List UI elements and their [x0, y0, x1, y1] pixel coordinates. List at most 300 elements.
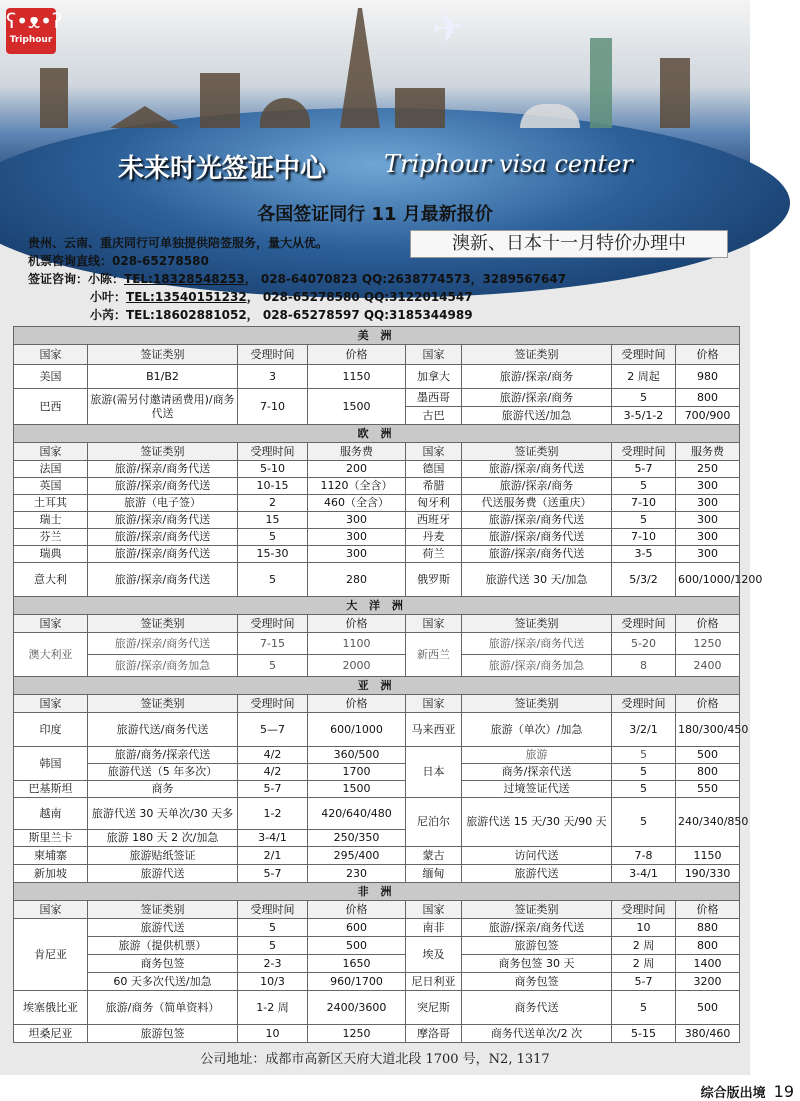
cell: 旅游/探亲/商务加急 [88, 655, 238, 677]
col-type: 签证类别 [88, 345, 238, 365]
cell: 5 [238, 937, 308, 955]
col-time: 受理时间 [238, 615, 308, 633]
cell: 250/350 [308, 830, 406, 847]
cell: 5 [612, 512, 676, 529]
table-row [14, 529, 740, 546]
section-europe [14, 425, 740, 443]
cell: 旅游代送 30 天单次/30 天多 [88, 798, 238, 830]
table-row [14, 546, 740, 563]
col-country: 国家 [406, 901, 462, 919]
cell: 10 [612, 919, 676, 937]
col-type: 签证类别 [88, 443, 238, 461]
cell: 3200 [676, 973, 740, 991]
cell: 商务代送 [462, 991, 612, 1025]
cell: 斯里兰卡 [14, 830, 88, 847]
cell: 意大利 [14, 563, 88, 597]
cell: 300 [676, 512, 740, 529]
cell: 5 [238, 919, 308, 937]
col-price: 价格 [308, 695, 406, 713]
cell: 过境签证代送 [462, 781, 612, 798]
cell: 旅游（单次）/加急 [462, 713, 612, 747]
airplane-icon: ✈ [429, 3, 467, 53]
cell: 旅游包签 [88, 1025, 238, 1043]
big-ben-silhouette [40, 68, 68, 128]
col-country: 国家 [14, 901, 88, 919]
contact-chen [28, 270, 566, 287]
page-footer [701, 1082, 794, 1101]
cell: 肯尼亚 [14, 919, 88, 991]
cell: 坦桑尼亚 [14, 1025, 88, 1043]
cell: 2-3 [238, 955, 308, 973]
cell: 旅游/探亲/商务代送 [88, 512, 238, 529]
cell: 丹麦 [406, 529, 462, 546]
table-row [14, 865, 740, 883]
cell: 旅游/探亲/商务代送 [88, 529, 238, 546]
col-price: 价格 [676, 615, 740, 633]
cell: 缅甸 [406, 865, 462, 883]
cell: 3-5 [612, 546, 676, 563]
col-country: 国家 [14, 615, 88, 633]
section-title: 欧 洲 [14, 425, 740, 443]
table-header [14, 443, 740, 461]
cell: 300 [308, 512, 406, 529]
price-table [13, 326, 763, 1043]
table-row [14, 713, 740, 747]
triphour-logo [6, 8, 63, 54]
col-type: 签证类别 [462, 615, 612, 633]
cell: 5-7 [612, 973, 676, 991]
cell: 800 [676, 764, 740, 781]
section-title: 亚 洲 [14, 677, 740, 695]
cell: 旅游(需另付邀请函费用)/商务代送 [88, 389, 238, 425]
cell: 旅游/探亲/商务代送 [462, 546, 612, 563]
opera-house-silhouette [520, 104, 580, 128]
cell: 1500 [308, 781, 406, 798]
cell: 希腊 [406, 478, 462, 495]
banner-title-cn: 未来时光签证中心 [118, 154, 327, 184]
cell: 3 [238, 365, 308, 389]
cell: 芬兰 [14, 529, 88, 546]
col-time: 受理时间 [612, 695, 676, 713]
cell: 尼泊尔 [406, 798, 462, 847]
table-row [14, 991, 740, 1025]
promo-box: 澳新、日本十一月特价办理中 [410, 230, 728, 258]
col-price: 价格 [676, 345, 740, 365]
logo-text: Triphour [9, 35, 53, 45]
cell: 马来西亚 [406, 713, 462, 747]
cell: 5 [612, 389, 676, 407]
arch-silhouette [395, 88, 445, 128]
cell: 商务代送单次/2 次 [462, 1025, 612, 1043]
cell: 5-7 [238, 781, 308, 798]
cell: 1100 [308, 633, 406, 655]
cell: 360/500 [308, 747, 406, 764]
pyramid-silhouette [110, 106, 180, 128]
cell: 5 [612, 991, 676, 1025]
table-row [14, 973, 740, 991]
cell: 1400 [676, 955, 740, 973]
cell: 商务包签 [462, 973, 612, 991]
section-title: 美 洲 [14, 327, 740, 345]
cell: 2 [238, 495, 308, 512]
cell: 英国 [14, 478, 88, 495]
col-type: 签证类别 [462, 443, 612, 461]
cell: 5 [238, 655, 308, 677]
cell: 500 [676, 991, 740, 1025]
cell: 2/1 [238, 847, 308, 865]
cell: 5/3/2 [612, 563, 676, 597]
cell: 2400 [676, 655, 740, 677]
col-type: 签证类别 [88, 615, 238, 633]
cell: 旅游包签 [462, 937, 612, 955]
cell: 5—7 [238, 713, 308, 747]
info-line-2: 机票咨询直线：028-65278580 [28, 254, 209, 268]
col-time: 受理时间 [612, 615, 676, 633]
col-price: 价格 [676, 695, 740, 713]
cell: 295/400 [308, 847, 406, 865]
col-country: 国家 [14, 345, 88, 365]
table-row [14, 461, 740, 478]
cell: 旅游/探亲/商务 [462, 389, 612, 407]
cell: 300 [676, 529, 740, 546]
taj-mahal-silhouette [260, 98, 310, 128]
bear-logo-icon: ʕ•ᴥ•ʔ [6, 9, 63, 33]
col-country: 国家 [14, 443, 88, 461]
contact-chen-rest: ， 028-64070823 QQ:2638774573，3289567647 [244, 272, 567, 286]
cell: 商务包签 [88, 955, 238, 973]
table-row [14, 1025, 740, 1043]
table-row [14, 655, 740, 677]
cell: 7-10 [612, 529, 676, 546]
col-country: 国家 [406, 345, 462, 365]
cell: 300 [308, 546, 406, 563]
col-type: 签证类别 [88, 901, 238, 919]
cell: 1-2 周 [238, 991, 308, 1025]
cell: 旅游/探亲/商务代送 [462, 919, 612, 937]
cell: 5 [238, 529, 308, 546]
col-price: 价格 [308, 901, 406, 919]
cell: 280 [308, 563, 406, 597]
table-row [14, 365, 740, 389]
contact-ye-prefix: 小叶： [90, 290, 127, 304]
cell: 2 周起 [612, 365, 676, 389]
cell: 瑞士 [14, 512, 88, 529]
cell: 旅游代送 [88, 865, 238, 883]
cell: 旅游/探亲/商务代送 [462, 529, 612, 546]
col-type: 签证类别 [462, 345, 612, 365]
col-time: 受理时间 [612, 901, 676, 919]
cell: 旅游/探亲/商务代送 [88, 633, 238, 655]
cell: 1120（全含） [308, 478, 406, 495]
cell: 旅游贴纸签证 [88, 847, 238, 865]
cell: B1/B2 [88, 365, 238, 389]
table-row [14, 937, 740, 955]
contact-chen-prefix: 签证咨询：小陈： [28, 272, 125, 286]
cell: 3/2/1 [612, 713, 676, 747]
cell: 摩洛哥 [406, 1025, 462, 1043]
cell: 旅游/探亲/商务代送 [88, 461, 238, 478]
tower-silhouette [660, 58, 690, 128]
cell: 420/640/480 [308, 798, 406, 830]
cell: 旅游代送/加急 [462, 407, 612, 425]
cell: 旅游/探亲/商务代送 [88, 563, 238, 597]
table-header [14, 615, 740, 633]
table-row [14, 955, 740, 973]
cell: 7-15 [238, 633, 308, 655]
table-row [14, 764, 740, 781]
col-type: 签证类别 [462, 695, 612, 713]
table-row [14, 747, 740, 764]
cell: 新西兰 [406, 633, 462, 677]
section-title: 非 洲 [14, 883, 740, 901]
table-header [14, 345, 740, 365]
cell: 德国 [406, 461, 462, 478]
cell: 190/330 [676, 865, 740, 883]
cell: 荷兰 [406, 546, 462, 563]
cell: 旅游（电子签） [88, 495, 238, 512]
table-row [14, 512, 740, 529]
cell: 7-10 [238, 389, 308, 425]
cell: 旅游代送 15 天/30 天/90 天 [462, 798, 612, 847]
cell: 700/900 [676, 407, 740, 425]
cell: 180/300/450 [676, 713, 740, 747]
cell: 980 [676, 365, 740, 389]
col-country: 国家 [406, 615, 462, 633]
cell: 240/340/850 [676, 798, 740, 847]
col-type: 签证类别 [462, 901, 612, 919]
cell: 3-4/1 [238, 830, 308, 847]
cell: 旅游/探亲/商务 [462, 365, 612, 389]
cell: 巴基斯坦 [14, 781, 88, 798]
col-price: 价格 [308, 615, 406, 633]
col-country: 国家 [14, 695, 88, 713]
cell: 代送服务费（送重庆） [462, 495, 612, 512]
page-number: 19 [773, 1082, 794, 1101]
cell: 埃塞俄比亚 [14, 991, 88, 1025]
cell: 旅游/探亲/商务 [462, 478, 612, 495]
cell: 4/2 [238, 747, 308, 764]
cell: 960/1700 [308, 973, 406, 991]
cell: 3-5/1-2 [612, 407, 676, 425]
cell: 200 [308, 461, 406, 478]
col-time: 受理时间 [238, 345, 308, 365]
cell: 5-10 [238, 461, 308, 478]
cell: 800 [676, 937, 740, 955]
cell: 1650 [308, 955, 406, 973]
cell: 法国 [14, 461, 88, 478]
cell: 5 [612, 478, 676, 495]
cell: 5-15 [612, 1025, 676, 1043]
cell: 旅游/探亲/商务代送 [462, 633, 612, 655]
pagoda-silhouette [200, 73, 240, 128]
cell: 1500 [308, 389, 406, 425]
cell: 300 [308, 529, 406, 546]
cell: 15 [238, 512, 308, 529]
col-time: 受理时间 [238, 695, 308, 713]
cell: 旅游/探亲/商务代送 [88, 478, 238, 495]
cell: 5 [612, 798, 676, 847]
table-header [14, 695, 740, 713]
cell: 3-4/1 [612, 865, 676, 883]
cell: 880 [676, 919, 740, 937]
cell: 商务/探亲代送 [462, 764, 612, 781]
contact-ye [90, 288, 473, 305]
cell: 旅游代送 [462, 865, 612, 883]
cell: 旅游（提供机票） [88, 937, 238, 955]
company-address: 公司地址：成都市高新区天府大道北段 1700 号，N2, 1317 [200, 1052, 550, 1067]
contact-ye-tel[interactable]: TEL:13540151232 [126, 290, 247, 304]
cell: 访问代送 [462, 847, 612, 865]
col-time: 受理时间 [238, 443, 308, 461]
cell: 旅游/探亲/商务代送 [462, 461, 612, 478]
cell: 匈牙利 [406, 495, 462, 512]
cell: 230 [308, 865, 406, 883]
section-africa [14, 883, 740, 901]
cell: 旅游/探亲/商务代送 [462, 512, 612, 529]
page-heading: 各国签证同行 11 月最新报价 [257, 204, 493, 225]
cell: 10/3 [238, 973, 308, 991]
cell: 1250 [676, 633, 740, 655]
info-line-1: 贵州、云南、重庆同行可单独提供陪签服务，量大从优。 [28, 236, 329, 250]
cell: 蒙古 [406, 847, 462, 865]
banner-title-en: Triphour visa center [384, 150, 633, 178]
cell: 300 [676, 478, 740, 495]
cell: 旅游/探亲/商务加急 [462, 655, 612, 677]
col-country: 国家 [406, 443, 462, 461]
table-row [14, 798, 740, 830]
cell: 旅游代送 30 天/加急 [462, 563, 612, 597]
cell: 旅游代送/商务代送 [88, 713, 238, 747]
footer-label: 综合版出境 [700, 1086, 766, 1101]
table-row [14, 919, 740, 937]
col-type: 签证类别 [88, 695, 238, 713]
cell: 2 周 [612, 937, 676, 955]
cell: 新加坡 [14, 865, 88, 883]
cell: 巴西 [14, 389, 88, 425]
cell: 5 [612, 781, 676, 798]
cell: 日本 [406, 747, 462, 798]
cell: 600 [308, 919, 406, 937]
cell: 商务包签 30 天 [462, 955, 612, 973]
cell: 旅游 180 天 2 次/加急 [88, 830, 238, 847]
cell: 澳大利亚 [14, 633, 88, 677]
cell: 古巴 [406, 407, 462, 425]
cell: 10 [238, 1025, 308, 1043]
cell: 土耳其 [14, 495, 88, 512]
cell: 250 [676, 461, 740, 478]
table-row [14, 781, 740, 798]
cell: 旅游/商务（简单资料） [88, 991, 238, 1025]
cell: 越南 [14, 798, 88, 830]
cell: 600/1000 [308, 713, 406, 747]
cell: 7-10 [612, 495, 676, 512]
table-row [14, 478, 740, 495]
cell: 1150 [308, 365, 406, 389]
cell: 尼日利亚 [406, 973, 462, 991]
cell: 7-8 [612, 847, 676, 865]
cell: 印度 [14, 713, 88, 747]
cell: 15-30 [238, 546, 308, 563]
cell: 1-2 [238, 798, 308, 830]
cell: 韩国 [14, 747, 88, 781]
cell: 5-7 [612, 461, 676, 478]
table-row [14, 389, 740, 407]
cell: 5-20 [612, 633, 676, 655]
cell: 旅游/商务/探亲代送 [88, 747, 238, 764]
cell: 加拿大 [406, 365, 462, 389]
eiffel-tower-silhouette [340, 8, 380, 128]
table-header [14, 901, 740, 919]
col-time: 受理时间 [238, 901, 308, 919]
cell: 1150 [676, 847, 740, 865]
contact-chen-tel[interactable]: TEL:18328548253 [124, 272, 245, 286]
cell: 5-7 [238, 865, 308, 883]
cell: 2000 [308, 655, 406, 677]
cell: 380/460 [676, 1025, 740, 1043]
col-fee: 服务费 [676, 443, 740, 461]
cell: 500 [308, 937, 406, 955]
cell: 美国 [14, 365, 88, 389]
col-fee: 服务费 [308, 443, 406, 461]
col-price: 价格 [308, 345, 406, 365]
cell: 60 天多次代送/加急 [88, 973, 238, 991]
cell: 300 [676, 546, 740, 563]
cell: 600/1000/1200 [676, 563, 740, 597]
cell: 西班牙 [406, 512, 462, 529]
header-banner [0, 0, 750, 190]
cell: 柬埔寨 [14, 847, 88, 865]
cell: 8 [612, 655, 676, 677]
cell: 旅游/探亲/商务代送 [88, 546, 238, 563]
cell: 10-15 [238, 478, 308, 495]
cell: 460（全含） [308, 495, 406, 512]
cell: 550 [676, 781, 740, 798]
cell: 500 [676, 747, 740, 764]
contact-ye-rest: ， 028-65278580 QQ:3122014547 [246, 290, 473, 304]
cell: 5 [612, 764, 676, 781]
table-row [14, 633, 740, 655]
statue-of-liberty-silhouette [590, 38, 612, 128]
cell: 2 周 [612, 955, 676, 973]
section-oceania [14, 597, 740, 615]
cell: 300 [676, 495, 740, 512]
section-america [14, 327, 740, 345]
table-row [14, 563, 740, 597]
cell: 瑞典 [14, 546, 88, 563]
cell: 5 [612, 747, 676, 764]
col-price: 价格 [676, 901, 740, 919]
col-country: 国家 [406, 695, 462, 713]
section-title: 大 洋 洲 [14, 597, 740, 615]
section-asia [14, 677, 740, 695]
cell: 墨西哥 [406, 389, 462, 407]
col-time: 受理时间 [612, 345, 676, 365]
contact-rui: 小芮：TEL:18602881052， 028-65278597 QQ:3185344989 [90, 308, 473, 322]
cell: 旅游代送（5 年多次） [88, 764, 238, 781]
cell: 4/2 [238, 764, 308, 781]
col-time: 受理时间 [612, 443, 676, 461]
cell: 1700 [308, 764, 406, 781]
cell: 旅游 [462, 747, 612, 764]
table-row [14, 495, 740, 512]
cell: 5 [238, 563, 308, 597]
cell: 商务 [88, 781, 238, 798]
cell: 埃及 [406, 937, 462, 973]
table-row [14, 847, 740, 865]
cell: 1250 [308, 1025, 406, 1043]
cell: 800 [676, 389, 740, 407]
cell: 突尼斯 [406, 991, 462, 1025]
